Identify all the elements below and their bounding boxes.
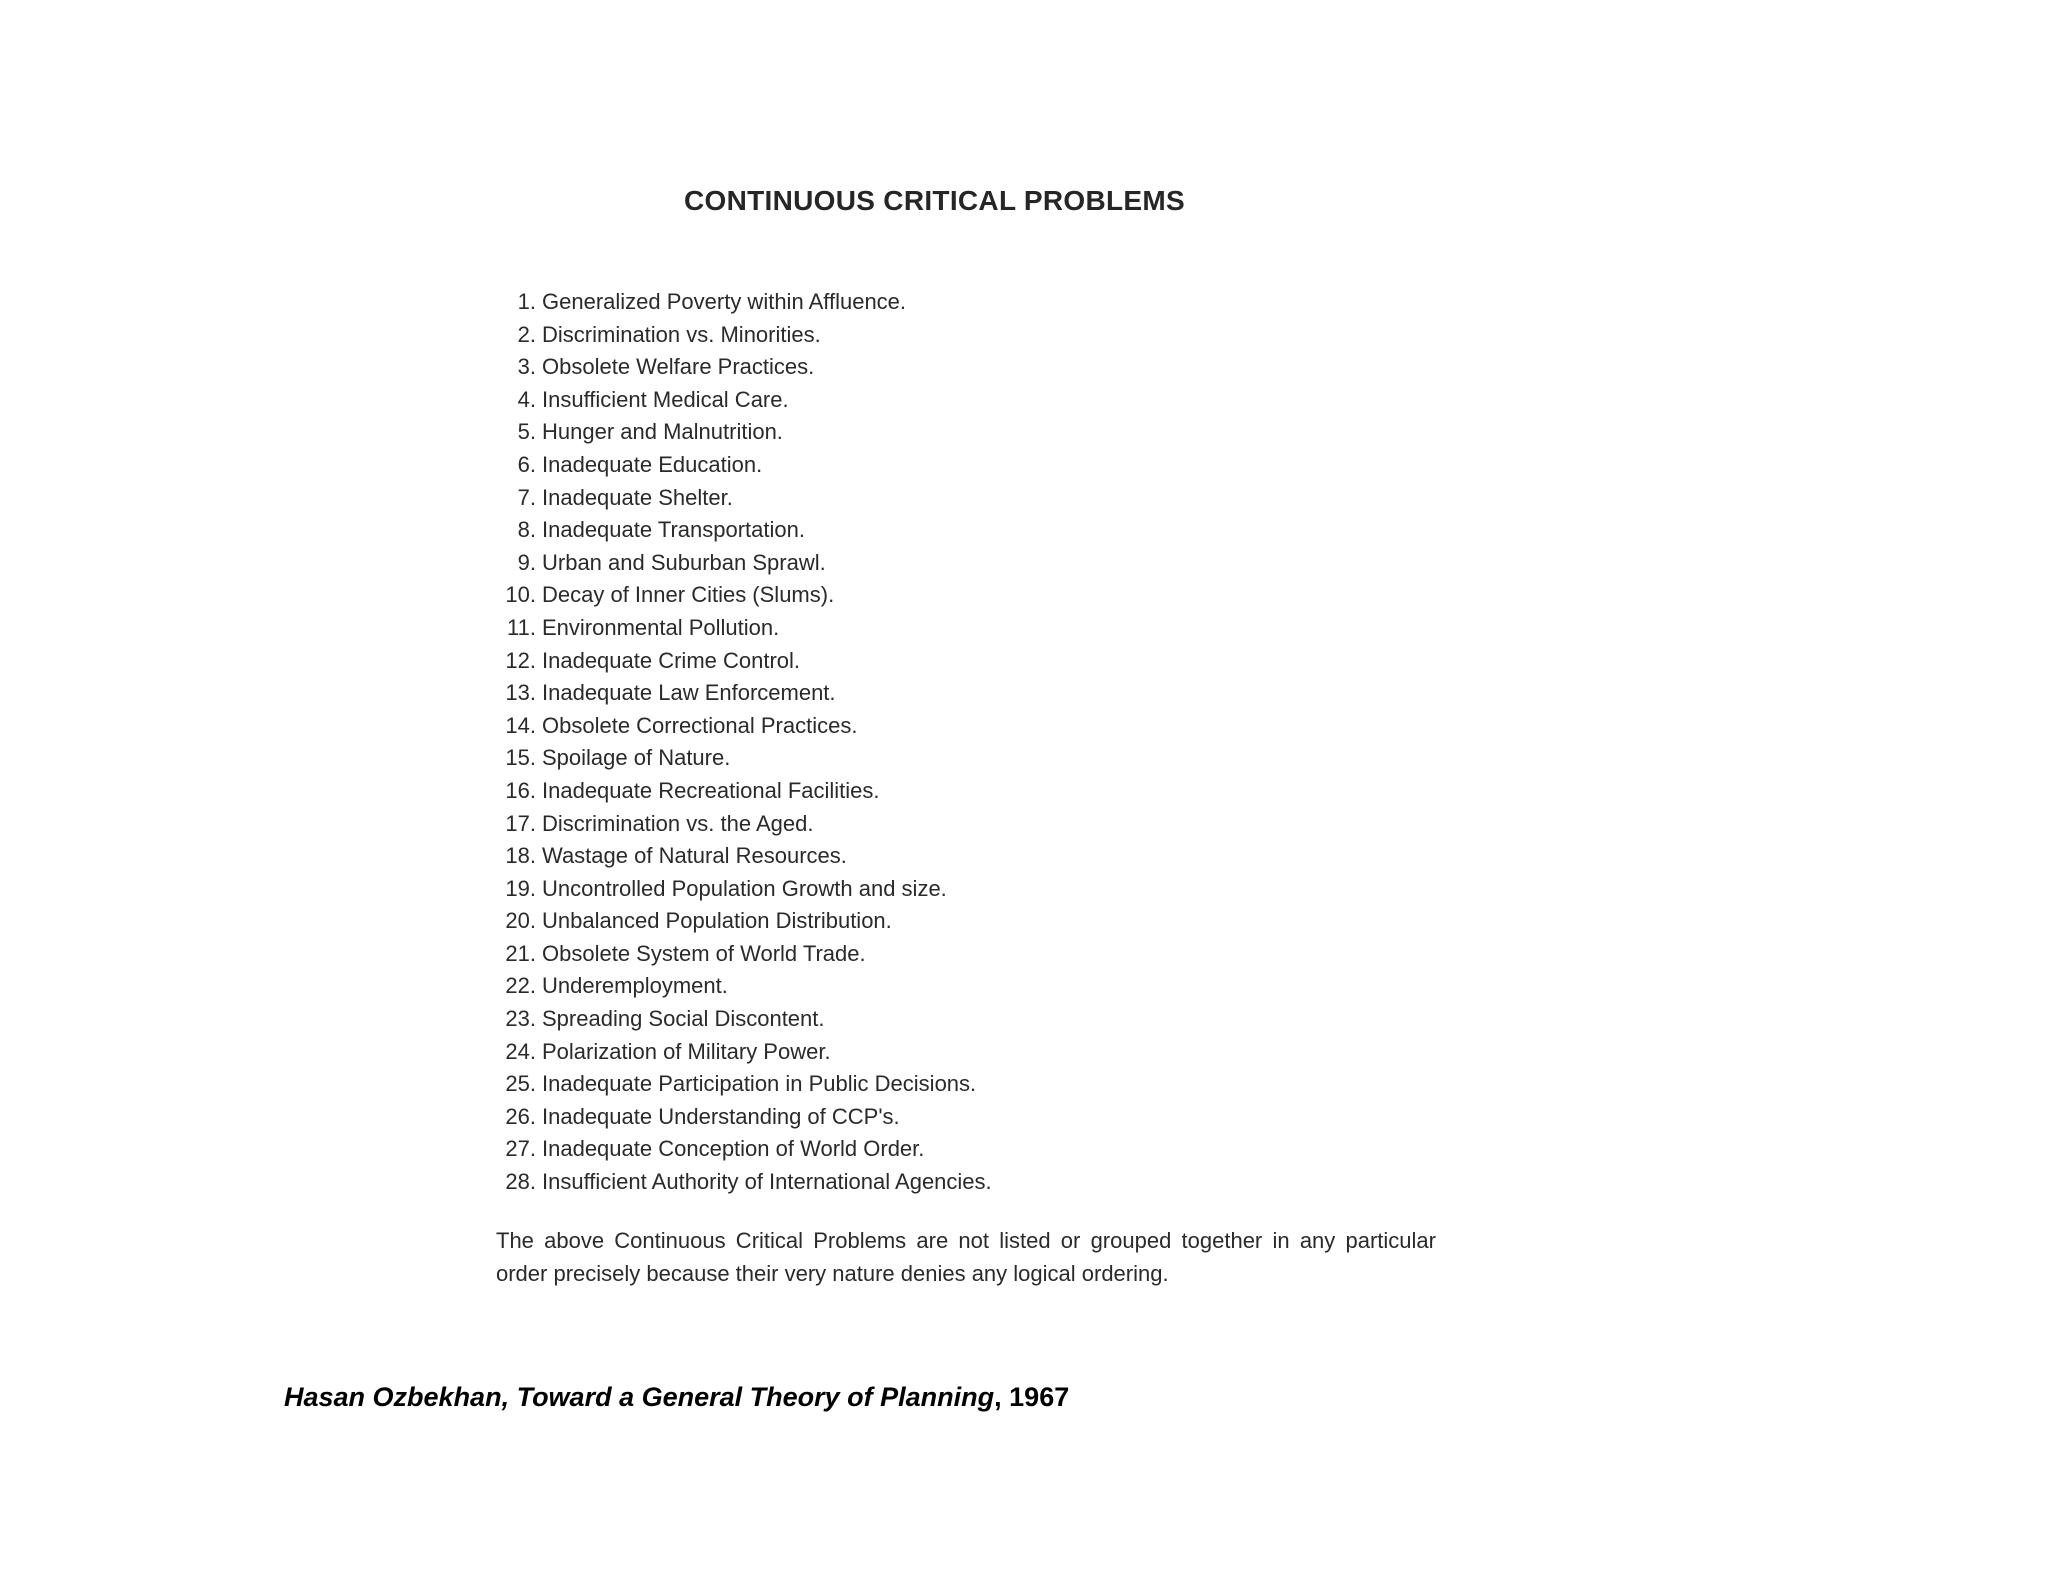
item-number: 15. bbox=[505, 745, 536, 771]
item-number: 20. bbox=[505, 908, 536, 934]
item-number: 6. bbox=[517, 451, 536, 477]
list-item bbox=[492, 547, 1192, 580]
list-item bbox=[492, 1068, 1192, 1101]
item-number: 13. bbox=[505, 680, 536, 706]
item-number: 14. bbox=[505, 712, 536, 738]
list-item bbox=[492, 1166, 1192, 1199]
item-text: Inadequate Education. bbox=[542, 451, 763, 477]
item-text: Inadequate Recreational Facilities. bbox=[542, 777, 880, 803]
list-item bbox=[492, 742, 1192, 775]
item-text: Wastage of Natural Resources. bbox=[542, 843, 847, 869]
document-title: CONTINUOUS CRITICAL PROBLEMS bbox=[684, 185, 1185, 216]
item-number: 22. bbox=[505, 973, 536, 999]
list-item bbox=[492, 482, 1192, 515]
item-text: Underemployment. bbox=[542, 973, 728, 999]
item-number: 24. bbox=[505, 1038, 536, 1064]
item-text: Inadequate Shelter. bbox=[542, 484, 733, 510]
item-text: Unbalanced Population Distribution. bbox=[542, 908, 892, 934]
item-text: Decay of Inner Cities (Slums). bbox=[542, 582, 835, 608]
item-text: Inadequate Conception of World Order. bbox=[542, 1136, 925, 1162]
item-text: Urban and Suburban Sprawl. bbox=[542, 549, 826, 575]
item-text: Inadequate Law Enforcement. bbox=[542, 680, 836, 706]
item-number: 26. bbox=[505, 1103, 536, 1129]
list-item bbox=[492, 905, 1192, 938]
list-item bbox=[492, 938, 1192, 971]
list-item bbox=[492, 710, 1192, 743]
list-item bbox=[492, 416, 1192, 449]
item-text: Discrimination vs. the Aged. bbox=[542, 810, 814, 836]
list-item bbox=[492, 970, 1192, 1003]
item-number: 3. bbox=[517, 354, 536, 380]
item-text: Obsolete Correctional Practices. bbox=[542, 712, 858, 738]
list-item bbox=[492, 873, 1192, 906]
item-number: 18. bbox=[505, 843, 536, 869]
citation-author-work: Hasan Ozbekhan, Toward a General Theory of Planning bbox=[284, 1382, 995, 1412]
item-text: Polarization of Military Power. bbox=[542, 1038, 831, 1064]
item-number: 4. bbox=[517, 386, 536, 412]
list-item bbox=[492, 612, 1192, 645]
item-text: Inadequate Transportation. bbox=[542, 517, 805, 543]
item-number: 11. bbox=[507, 614, 536, 640]
item-number: 28. bbox=[505, 1169, 536, 1195]
list-item bbox=[492, 449, 1192, 482]
item-number: 17. bbox=[505, 810, 536, 836]
item-number: 7. bbox=[517, 484, 536, 510]
item-number: 2. bbox=[517, 321, 536, 347]
item-number: 25. bbox=[505, 1071, 536, 1097]
item-text: Spoilage of Nature. bbox=[542, 745, 731, 771]
item-text: Generalized Poverty within Affluence. bbox=[542, 289, 907, 314]
list-item bbox=[492, 677, 1192, 710]
item-text: Obsolete Welfare Practices. bbox=[542, 354, 815, 380]
item-number: 16. bbox=[505, 777, 536, 803]
item-text: Uncontrolled Population Growth and size. bbox=[542, 875, 947, 901]
item-text: Obsolete System of World Trade. bbox=[542, 940, 866, 966]
list-item bbox=[492, 840, 1192, 873]
explanatory-note: The above Continuous Critical Problems are not listed or grouped together in any particular order precisely because their very nature denies any logical ordering. bbox=[496, 1228, 1436, 1286]
problem-list bbox=[492, 286, 1192, 1199]
item-text: Insufficient Medical Care. bbox=[542, 386, 789, 412]
list-item bbox=[492, 1003, 1192, 1036]
list-item bbox=[492, 645, 1192, 678]
list-item bbox=[492, 1101, 1192, 1134]
citation-year: , 1967 bbox=[994, 1382, 1070, 1412]
item-number: 8. bbox=[517, 517, 536, 543]
item-number: 5. bbox=[517, 419, 536, 445]
list-item bbox=[492, 514, 1192, 547]
item-number: 12. bbox=[505, 647, 536, 673]
list-item bbox=[492, 1133, 1192, 1166]
item-text: Insufficient Authority of International Agencies. bbox=[542, 1169, 992, 1195]
item-number: 27. bbox=[505, 1136, 536, 1162]
item-text: Inadequate Participation in Public Decisions. bbox=[542, 1071, 977, 1097]
list-item bbox=[492, 775, 1192, 808]
list-item bbox=[492, 351, 1192, 384]
item-text: Hunger and Malnutrition. bbox=[542, 419, 783, 445]
list-item bbox=[492, 579, 1192, 612]
list-item bbox=[492, 286, 1192, 319]
item-text: Spreading Social Discontent. bbox=[542, 1006, 825, 1032]
list-item bbox=[492, 808, 1192, 841]
item-text: Environmental Pollution. bbox=[542, 614, 780, 640]
item-number: 1. bbox=[517, 289, 536, 314]
item-number: 9. bbox=[517, 549, 536, 575]
item-text: Inadequate Understanding of CCP's. bbox=[542, 1103, 900, 1129]
list-item bbox=[492, 319, 1192, 352]
item-text: Discrimination vs. Minorities. bbox=[542, 321, 821, 347]
item-text: Inadequate Crime Control. bbox=[542, 647, 801, 673]
item-number: 23. bbox=[505, 1006, 536, 1032]
list-item bbox=[492, 384, 1192, 417]
item-number: 21. bbox=[505, 940, 536, 966]
item-number: 10. bbox=[505, 582, 536, 608]
citation bbox=[284, 1382, 1284, 1413]
item-number: 19. bbox=[505, 875, 536, 901]
list-item bbox=[492, 1036, 1192, 1069]
